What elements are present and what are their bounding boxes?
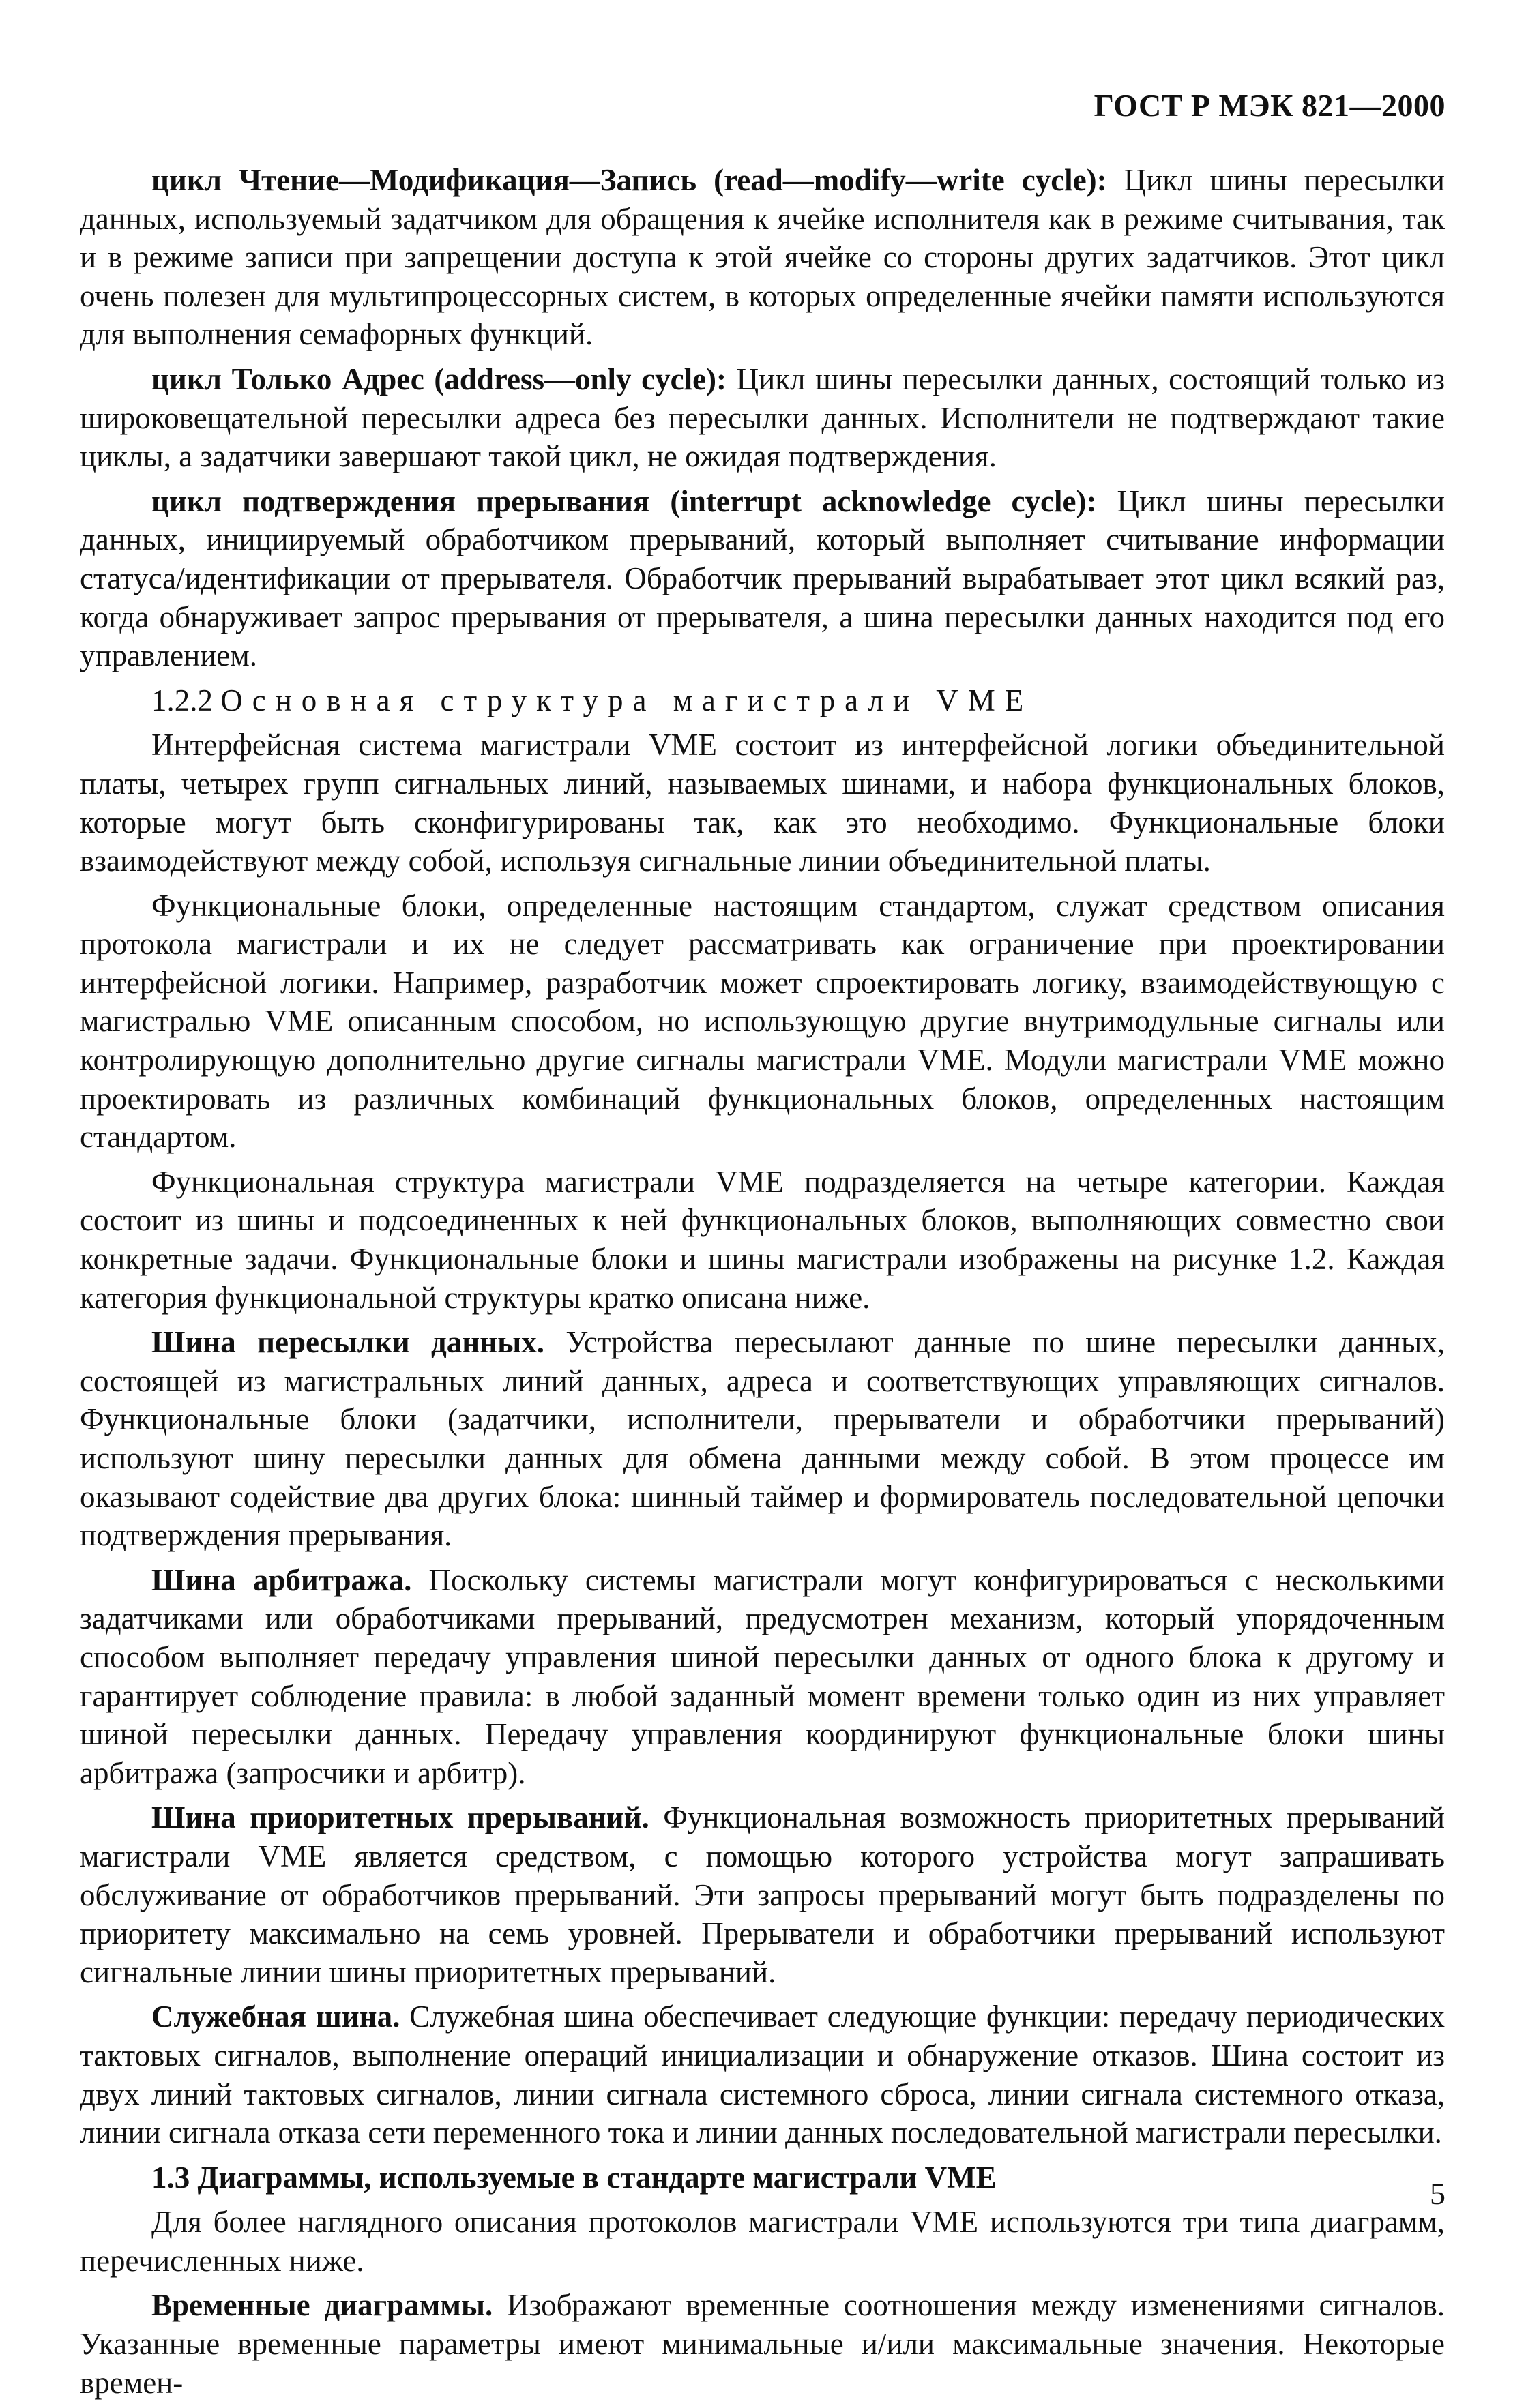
paragraph: Функциональные блоки, определенные настоящим стандартом, служат средством описания протокола магистрали и их не следует рассматривать как ограничение при проектировании интерфейсной логики. Например, разработчик может спроектировать логику, взаимодействующую с магистралью VME описанным способом, но использующую другие внутримодульные сигналы или контролирующую дополнительно другие сигналы магистрали VME. Модули магистрали VME можно проектировать из различных комбинаций функциональных блоков, определенных настоящим стандартом.	[80, 888, 1445, 1155]
timing-diagrams-paragraph	[80, 2286, 1445, 2402]
paragraph: Функциональная структура магистрали VME подразделяется на четыре категории. Каждая состоит из шины и подсоединенных к ней функциональных блоков, выполняющих совместно свои конкретные задачи. Функциональные блоки и шины магистрали изображены на рисунке 1.2. Каждая категория функциональной структуры кратко описана ниже.	[80, 1164, 1445, 1315]
paragraph-text: Устройства пересылают данные по шине пересылки данных, состоящей из магистральных линий данных, адреса и соответствующих управляющих сигналов. Функциональные блоки (задатчики, исполнители, прерыватели и обработчики прерываний) используют шину пересылки данных для обмена данными между собой. В этом процессе им оказывают содействие два других блока: шинный таймер и формирователь последовательной цепочки подтверждения прерывания.	[80, 1325, 1446, 1553]
document-header: ГОСТ Р МЭК 821—2000	[1094, 88, 1446, 123]
document-body	[80, 161, 1445, 2408]
priority-interrupt-bus-paragraph	[80, 1798, 1445, 1991]
definition-text: Цикл шины пересылки данных, инициируемый обработчиком прерываний, который выполняет считывание информации статуса/идентификации от прерывателя. Обработчик прерываний вырабатывает этот цикл всякий раз, когда обнаруживает запрос прерывания от прерывателя, а шина пересылки данных находится под его управлением.	[80, 484, 1445, 673]
term: Шина пересылки данных.	[151, 1325, 545, 1360]
term: цикл Чтение—Модификация—Запись (read—modify—write cycle):	[151, 163, 1107, 197]
paragraph-text: Изображают временные соотношения между изменениями сигналов. Указанные временные параметры имеют минимальные и/или максимальные значения. Некоторые времен-	[80, 2288, 1445, 2400]
definition-address-only	[80, 360, 1445, 476]
arbitration-bus-paragraph	[80, 1561, 1445, 1793]
paragraph: Для более наглядного описания протоколов магистрали VME используются три типа диаграмм, перечисленных ниже.	[80, 2205, 1445, 2278]
subsection-title: Основная структура магистрали VME	[220, 683, 1033, 717]
term: Служебная шина.	[151, 2000, 400, 2034]
term: Шина приоритетных прерываний.	[151, 1800, 649, 1835]
paragraph-text: Служебная шина обеспечивает следующие функции: передачу периодических тактовых сигналов, выполнение операций инициализации и обнаружение отказов. Шина состоит из двух линий тактовых сигналов, линии сигнала системного сброса, линии сигнала системного отказа, линии сигнала отказа сети переменного тока и линии данных последовательной магистрали пересылки.	[80, 2000, 1445, 2150]
paragraph: Интерфейсная система магистрали VME состоит из интерфейсной логики объединительной платы, четырех групп сигнальных линий, называемых шинами, и набора функциональных блоков, которые могут быть сконфигурированы так, как это необходимо. Функциональные блоки взаимодействуют между собой, используя сигнальные линии объединительной платы.	[80, 728, 1445, 878]
paragraph-text: Поскольку системы магистрали могут конфигурироваться с несколькими задатчиками или обработчиками прерываний, предусмотрен механизм, который упорядоченным способом выполняет передачу управления шиной пересылки данных от одного блока к другому и гарантирует соблюдение правила: в любой заданный момент времени только один из них управляет шиной пересылки данных. Передачу управления координируют функциональные блоки шины арбитража (запросчики и арбитр).	[80, 1562, 1445, 1790]
term: цикл подтверждения прерывания (interrupt acknowledge cycle):	[151, 484, 1097, 518]
section-heading: 1.3 Диаграммы, используемые в стандарте магистрали VME	[151, 2160, 997, 2195]
utility-bus-paragraph	[80, 1997, 1445, 2152]
page-number: 5	[1430, 2176, 1446, 2211]
data-transfer-bus-paragraph	[80, 1323, 1445, 1555]
term: цикл Только Адрес (address—only cycle):	[151, 361, 727, 396]
subsection-number: 1.2.2	[151, 683, 213, 717]
definition-text: Цикл шины пересылки данных, используемый задатчиком для обращения к ячейке исполнителя как в режиме считывания, так и в режиме записи при запрещении доступа к этой ячейке со стороны других задатчиков. Этот цикл очень полезен для мультипроцессорных систем, в которых определенные ячейки памяти используются для выполнения семафорных функций.	[80, 163, 1445, 352]
definition-read-modify-write	[80, 161, 1445, 354]
term: Временные диаграммы.	[151, 2288, 493, 2323]
term: Шина арбитража.	[151, 1562, 412, 1597]
subsection-heading	[80, 681, 1445, 720]
definition-interrupt-acknowledge	[80, 482, 1445, 675]
paragraph-text: Функциональная возможность приоритетных прерываний магистрали VME является средством, с помощью которого устройства могут запрашивать обслуживание от обработчиков прерываний. Эти запросы прерываний могут быть подразделены по приоритету максимально на семь уровней. Прерыватели и обработчики прерываний используют сигнальные линии шины приоритетных прерываний.	[80, 1800, 1445, 1989]
definition-text: Цикл шины пересылки данных, состоящий только из широковещательной пересылки адреса без пересылки данных. Исполнители не подтверждают такие циклы, а задатчики завершают такой цикл, не ожидая подтверждения.	[80, 361, 1445, 474]
